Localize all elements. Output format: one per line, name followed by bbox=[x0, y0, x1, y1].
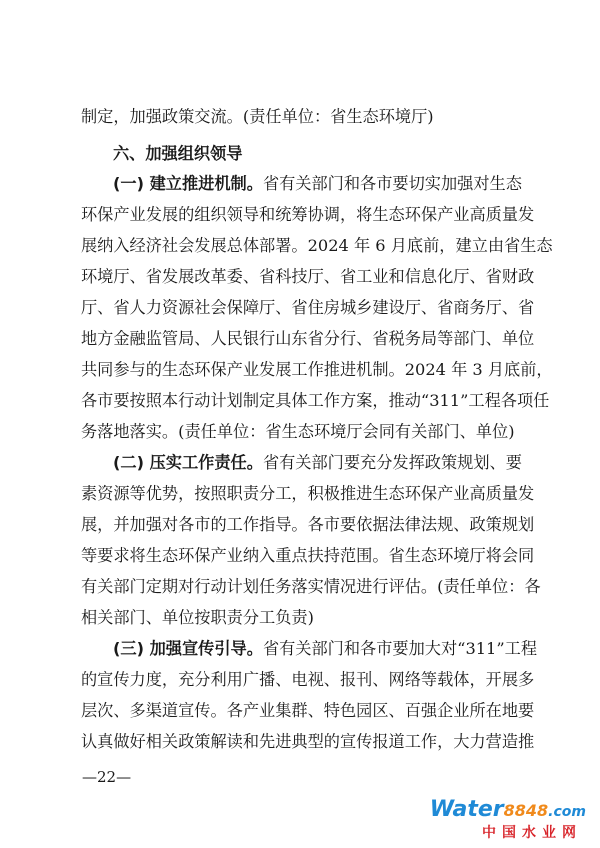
text-line: 地方金融监管局、人民银行山东省分行、省税务局等部门、单位 bbox=[81, 329, 535, 348]
watermark-suffix: .com bbox=[548, 804, 586, 820]
text-line: 务落地落实。(责任单位：省生态环境厅会同有关部门、单位) bbox=[81, 422, 515, 441]
text-line: 的宣传力度，充分利用广播、电视、报刊、网络等载体，开展多 bbox=[81, 670, 535, 689]
text-line: 制定，加强政策交流。(责任单位：省生态环境厅) bbox=[81, 107, 434, 126]
paragraph-first-line bbox=[113, 453, 521, 473]
text-span: 省有关部门要充分发挥政策规划、要 bbox=[262, 453, 522, 472]
text-line: 认真做好相关政策解读和先进典型的宣传报道工作，大力营造推 bbox=[81, 732, 535, 751]
paragraph-first-line bbox=[113, 639, 538, 659]
text-line: 环保产业发展的组织领导和统筹协调，将生态环保产业高质量发 bbox=[81, 205, 535, 224]
text-line: 素资源等优势，按照职责分工，积极推进生态环保产业高质量发 bbox=[81, 484, 535, 503]
text-line: 展，并加强对各市的工作指导。各市要依据法律法规、政策规划 bbox=[81, 515, 535, 534]
subsection-title: (二) 压实工作责任。 bbox=[113, 453, 263, 472]
text-line: 各市要按照本行动计划制定具体工作方案，推动“311”工程各项任 bbox=[81, 391, 550, 410]
text-line: 共同参与的生态环保产业发展工作推进机制。2024 年 3 月底前， bbox=[81, 360, 553, 379]
text-line: 厅、省人力资源社会保障厅、省住房城乡建设厅、省商务厅、省 bbox=[81, 298, 535, 317]
text-line: 环境厅、省发展改革委、省科技厅、省工业和信息化厅、省财政 bbox=[81, 267, 535, 286]
text-line: 等要求将生态环保产业纳入重点扶持范围。省生态环境厅将会同 bbox=[81, 546, 535, 565]
text-span: 省有关部门和各市要加大对“311”工程 bbox=[262, 639, 538, 658]
watermark-brand: Water bbox=[429, 797, 504, 822]
text-span: 省有关部门和各市要切实加强对生态 bbox=[262, 174, 522, 193]
section-heading: 六、加强组织领导 bbox=[113, 144, 243, 163]
watermark-logo bbox=[430, 798, 586, 824]
page-number: —22— bbox=[82, 768, 132, 786]
watermark-number: 8848 bbox=[503, 801, 549, 820]
text-line: 层次、多渠道宣传。各产业集群、特色园区、百强企业所在地要 bbox=[81, 701, 535, 720]
text-line: 有关部门定期对行动计划任务落实情况进行评估。(责任单位：各 bbox=[81, 577, 541, 596]
site-watermark bbox=[429, 797, 586, 844]
text-line: 展纳入经济社会发展总体部署。2024 年 6 月底前，建立由省生态 bbox=[81, 236, 553, 255]
paragraph-first-line bbox=[113, 174, 521, 194]
subsection-title: (三) 加强宣传引导。 bbox=[113, 639, 263, 658]
subsection-title: (一) 建立推进机制。 bbox=[113, 174, 263, 193]
watermark-cn-name: 中国水业网 bbox=[482, 825, 582, 841]
text-line: 相关部门、单位按职责分工负责) bbox=[81, 608, 314, 627]
